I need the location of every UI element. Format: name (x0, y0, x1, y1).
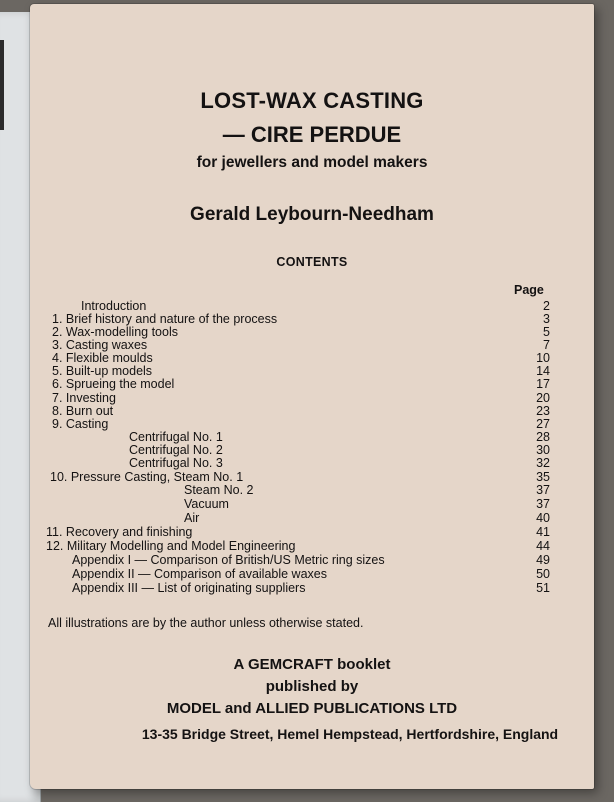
toc-entry (30, 470, 594, 484)
toc-entry (30, 567, 594, 581)
toc-entry (30, 525, 594, 539)
toc-entry-label: Appendix II — Comparison of available waxes (72, 567, 327, 581)
toc-entry-page: 3 (543, 312, 550, 326)
toc-entry (30, 299, 594, 313)
toc-entry (30, 417, 594, 431)
toc-entry-page: 23 (536, 404, 550, 418)
toc-entry-label: 8. Burn out (52, 404, 114, 418)
facing-page-mark (0, 40, 4, 130)
toc-entry-page: 10 (536, 351, 550, 365)
toc-entry-page: 20 (536, 391, 550, 405)
toc-entry-label: 6. Sprueing the model (52, 377, 175, 391)
page-column-heading: Page (514, 283, 544, 297)
toc-entry-page: 14 (536, 364, 550, 378)
subtitle: for jewellers and model makers (196, 154, 428, 171)
toc-entry-label: Centrifugal No. 2 (129, 443, 223, 457)
toc-entry-label: 10. Pressure Casting, Steam No. 1 (50, 470, 244, 484)
title-line-1: LOST-WAX CASTING (200, 88, 424, 113)
toc-entry-page: 51 (536, 581, 550, 595)
toc-entry (30, 430, 594, 444)
toc-entry-label: 9. Casting (52, 417, 109, 431)
toc-entry-label: Centrifugal No. 3 (129, 456, 223, 470)
toc-entry-label: 2. Wax-modelling tools (52, 325, 178, 339)
toc-entry-page: 5 (543, 325, 550, 339)
toc-entry-label: Centrifugal No. 1 (129, 430, 223, 444)
toc-entry (30, 539, 594, 553)
toc-entry (30, 351, 594, 365)
toc-entry (30, 553, 594, 567)
toc-entry (30, 364, 594, 378)
toc-entry-label: 4. Flexible moulds (52, 351, 153, 365)
toc-entry (30, 404, 594, 418)
toc-entry (30, 581, 594, 595)
toc-entry-label: Vacuum (184, 497, 229, 511)
series-line: A GEMCRAFT booklet (233, 656, 391, 673)
toc-entry-label: Introduction (81, 299, 147, 313)
toc-entry-page: 44 (536, 539, 550, 553)
toc-entry (30, 497, 594, 511)
toc-entry-page: 35 (536, 470, 550, 484)
toc-entry-page: 37 (536, 483, 550, 497)
toc-entry-label: 12. Military Modelling and Model Engineering (46, 539, 296, 553)
booklet-page (30, 4, 594, 789)
toc-entry-page: 27 (536, 417, 550, 431)
toc-entry-page: 28 (536, 430, 550, 444)
toc-entry-label: Steam No. 2 (184, 483, 254, 497)
toc-entry-label: Appendix I — Comparison of British/US Metric ring sizes (72, 553, 385, 567)
toc-entry-label: Air (184, 511, 200, 525)
toc-entry-page: 41 (536, 525, 550, 539)
title-line-2: — CIRE PERDUE (222, 122, 402, 147)
toc-entry-page: 7 (543, 338, 550, 352)
toc-entry-page: 37 (536, 497, 550, 511)
toc-entry (30, 456, 594, 470)
toc-entry (30, 325, 594, 339)
publisher-address: 13-35 Bridge Street, Hemel Hempstead, Hertfordshire, England (141, 726, 559, 742)
toc-entry (30, 391, 594, 405)
toc-entry-page: 49 (536, 553, 550, 567)
contents-heading: CONTENTS (276, 255, 348, 269)
toc-entry-page: 30 (536, 443, 550, 457)
toc-entry-page: 40 (536, 511, 550, 525)
toc-entry (30, 511, 594, 525)
toc-entry-page: 32 (536, 456, 550, 470)
illustrations-note: All illustrations are by the author unless otherwise stated. (48, 616, 364, 630)
toc-entry-label: 5. Built-up models (52, 364, 153, 378)
toc-entry (30, 377, 594, 391)
published-by-line: published by (265, 678, 359, 695)
toc-entry-label: 7. Investing (52, 391, 116, 405)
toc-entry-page: 2 (543, 299, 550, 313)
toc-entry (30, 443, 594, 457)
author-name: Gerald Leybourn-Needham (190, 204, 434, 225)
toc-entry (30, 338, 594, 352)
toc-entry-page: 50 (536, 567, 550, 581)
toc-entry-label: 11. Recovery and finishing (46, 525, 193, 539)
toc-entry-label: Appendix III — List of originating suppliers (72, 581, 306, 595)
toc-entry-page: 17 (536, 377, 550, 391)
toc-entry-label: 3. Casting waxes (52, 338, 148, 352)
toc-entry (30, 312, 594, 326)
toc-entry (30, 483, 594, 497)
toc-entry-label: 1. Brief history and nature of the process (52, 312, 278, 326)
publisher-name: MODEL and ALLIED PUBLICATIONS LTD (166, 700, 458, 717)
